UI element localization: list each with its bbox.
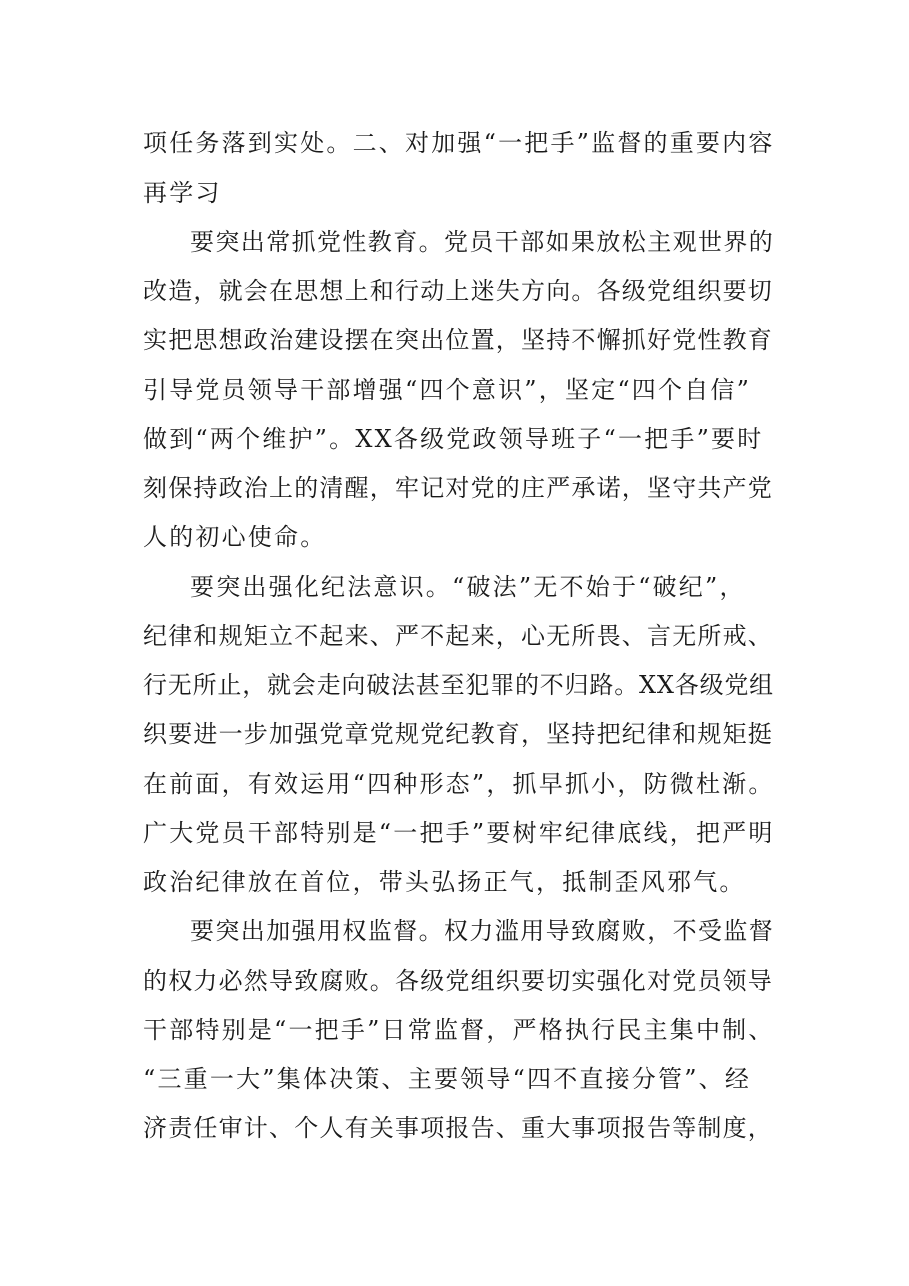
text-line: 改造，就会在思想上和行动上迷失方向。各级党组织要切 xyxy=(143,277,773,305)
paragraph-first-line: 要突出常抓党性教育。党员干部如果放松主观世界的 xyxy=(190,228,775,256)
text-line: 政治纪律放在首位，带头弘扬正气，抵制歪风邪气。 xyxy=(143,868,746,896)
text-line: 济责任审计、个人有关事项报告、重大事项报告等制度， xyxy=(143,1114,773,1142)
text-line: 纪律和规矩立不起来、严不起来，心无所畏、言无所戒、 xyxy=(143,622,773,650)
text-line: 广大党员干部特别是“一把手”要树牢纪律底线，把严明 xyxy=(143,819,775,847)
text-line: 在前面，有效运用“四种形态”，抓早抓小，防微杜渐。 xyxy=(143,770,775,798)
text-line: 做到“两个维护”。XX各级党政领导班子“一把手”要时 xyxy=(143,425,764,453)
text-line: “三重一大”集体决策、主要领导“四不直接分管”、经 xyxy=(143,1065,752,1093)
text-line: 干部特别是“一把手”日常监督，严格执行民主集中制、 xyxy=(143,1016,775,1044)
text-line: 再学习 xyxy=(143,179,222,207)
text-line: 实把思想政治建设摆在突出位置，坚持不懈抓好党性教育 xyxy=(143,326,773,354)
text-line: 刻保持政治上的清醒，牢记对党的庄严承诺，坚守共产党 xyxy=(143,474,773,502)
text-line: 织要进一步加强党章党规党纪教育，坚持把纪律和规矩挺 xyxy=(143,720,773,748)
text-line: 引导党员领导干部增强“四个意识”，坚定“四个自信” xyxy=(143,376,752,404)
text-line: 行无所止，就会走向破法甚至犯罪的不归路。XX各级党组 xyxy=(143,671,774,699)
text-line: 人的初心使命。 xyxy=(143,523,327,551)
paragraph-first-line: 要突出加强用权监督。权力滥用导致腐败，不受监督 xyxy=(190,917,775,945)
text-line: 项任务落到实处。二、对加强“一把手”监督的重要内容 xyxy=(143,129,775,157)
text-line: 的权力必然导致腐败。各级党组织要切实强化对党员领导 xyxy=(143,967,773,995)
paragraph-first-line: 要突出强化纪法意识。“破法”无不始于“破纪”， xyxy=(190,573,746,601)
